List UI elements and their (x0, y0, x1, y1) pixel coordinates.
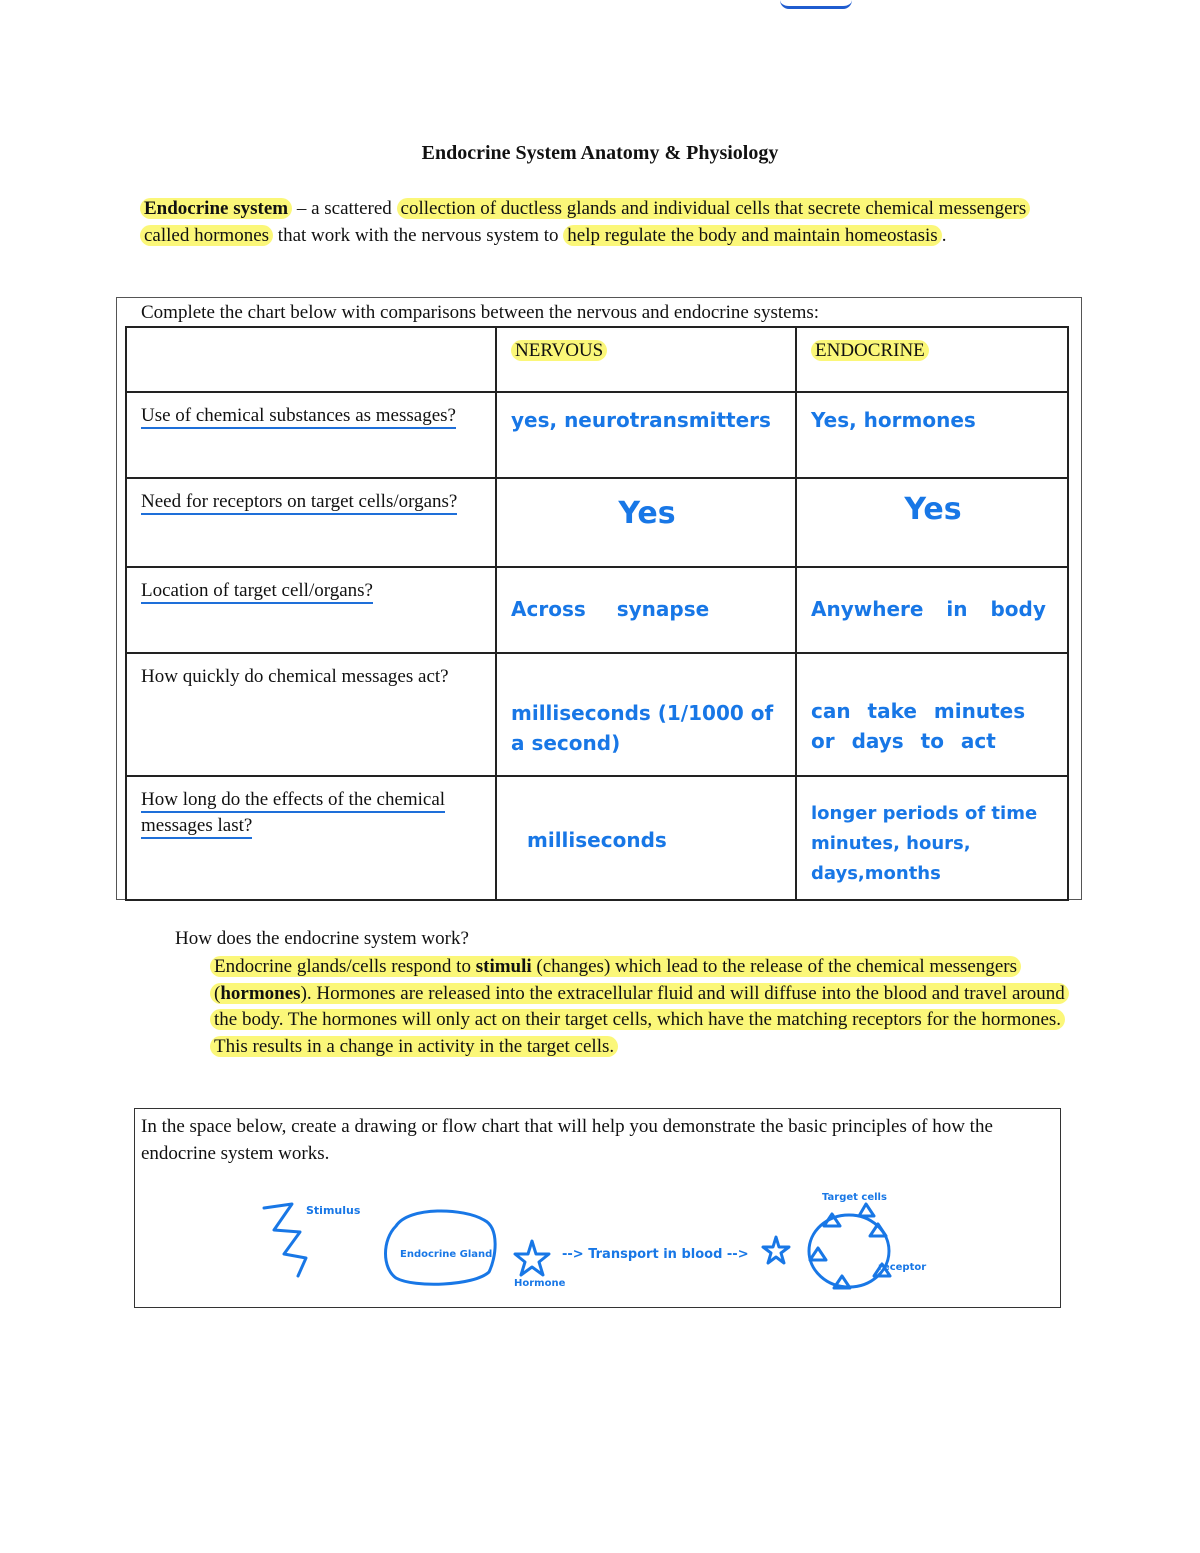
how-answer: Endocrine glands/cells respond to stimuli (changes) which lead to the release of the chemical messengers (hormones). Hormones are released into the extracellular fluid and will diffuse into the blood and travel around the body. The hormones will only act on their target cells, which have the matching receptors for the hormones. This results in a change in activity in the target cells. (210, 954, 1070, 1060)
row-question: Need for receptors on target cells/organs? (126, 478, 496, 567)
table-row (126, 478, 1068, 567)
table-row (126, 653, 1068, 776)
definition-paragraph (140, 195, 1060, 249)
definition-highlight-1: collection of ductless glands and individual cells that secrete chemical messengers called hormones (140, 198, 1030, 246)
table-row (126, 776, 1068, 900)
definition-middle: that work with the nervous system to (273, 225, 564, 246)
definition-end: . (941, 225, 947, 246)
hormone-star-icon (515, 1241, 549, 1275)
page-title: Endocrine System Anatomy & Physiology (421, 142, 779, 164)
how-question: How does the endocrine system work? (175, 928, 469, 949)
drawing-instruction: In the space below, create a drawing or flow chart that will help you demonstrate the basic principles of how the endocrine system works. (141, 1116, 993, 1164)
endocrine-answer: longer periods of time minutes, hours, days,months (796, 776, 1068, 900)
hormone-label: Hormone (514, 1278, 566, 1289)
receptor-triangle-icon (870, 1224, 886, 1236)
gland-label: Endocrine Gland (400, 1249, 493, 1260)
transport-label: --> Transport in blood --> (562, 1247, 749, 1262)
header-endocrine (796, 327, 1068, 392)
row-question: Use of chemical substances as messages? (126, 392, 496, 478)
nervous-answer: yes, neurotransmitters (496, 392, 796, 478)
table-header-row (126, 327, 1068, 392)
stimulus-zigzag-icon (264, 1204, 306, 1276)
header-nervous-label: NERVOUS (511, 340, 607, 361)
definition-term: Endocrine system (144, 198, 289, 219)
receptor-triangle-icon (859, 1204, 874, 1216)
gland-blob-icon (386, 1211, 496, 1284)
target-cells-label: Target cells (822, 1192, 887, 1203)
nervous-answer: milliseconds (1/1000 of a second) (496, 653, 796, 776)
ink-mark (780, 0, 852, 9)
table-row (126, 392, 1068, 478)
row-question: How long do the effects of the chemical messages last? (126, 776, 496, 900)
row-question: How quickly do chemical messages act? (126, 653, 496, 776)
endocrine-answer: can take minutes or days to act (796, 653, 1068, 776)
hormones-term: hormones (220, 982, 301, 1004)
row-question: Location of target cell/organs? (126, 567, 496, 653)
comparison-table (125, 326, 1069, 901)
endocrine-answer: Yes, hormones (796, 392, 1068, 478)
stimuli-term: stimuli (475, 956, 532, 977)
nervous-answer: Yes (496, 478, 796, 567)
flow-chart-sketch (134, 1108, 1061, 1308)
endocrine-answer: Yes (796, 478, 1068, 567)
header-nervous (496, 327, 796, 392)
receptor-label: receptor (878, 1262, 927, 1273)
header-endocrine-label: ENDOCRINE (811, 340, 929, 361)
stimulus-label: Stimulus (306, 1204, 361, 1217)
nervous-answer: Across synapse (496, 567, 796, 653)
header-empty-cell (126, 327, 496, 392)
hormone-star-icon-2 (763, 1237, 789, 1263)
endocrine-answer: Anywhere in body (796, 567, 1068, 653)
nervous-answer: milliseconds (496, 776, 796, 900)
receptor-triangle-icon (810, 1248, 826, 1260)
definition-highlight-2: help regulate the body and maintain homeostasis (563, 225, 941, 246)
definition-dash: – a scattered (292, 198, 397, 219)
chart-instruction: Complete the chart below with comparisons between the nervous and endocrine systems: (141, 302, 820, 323)
table-row (126, 567, 1068, 653)
